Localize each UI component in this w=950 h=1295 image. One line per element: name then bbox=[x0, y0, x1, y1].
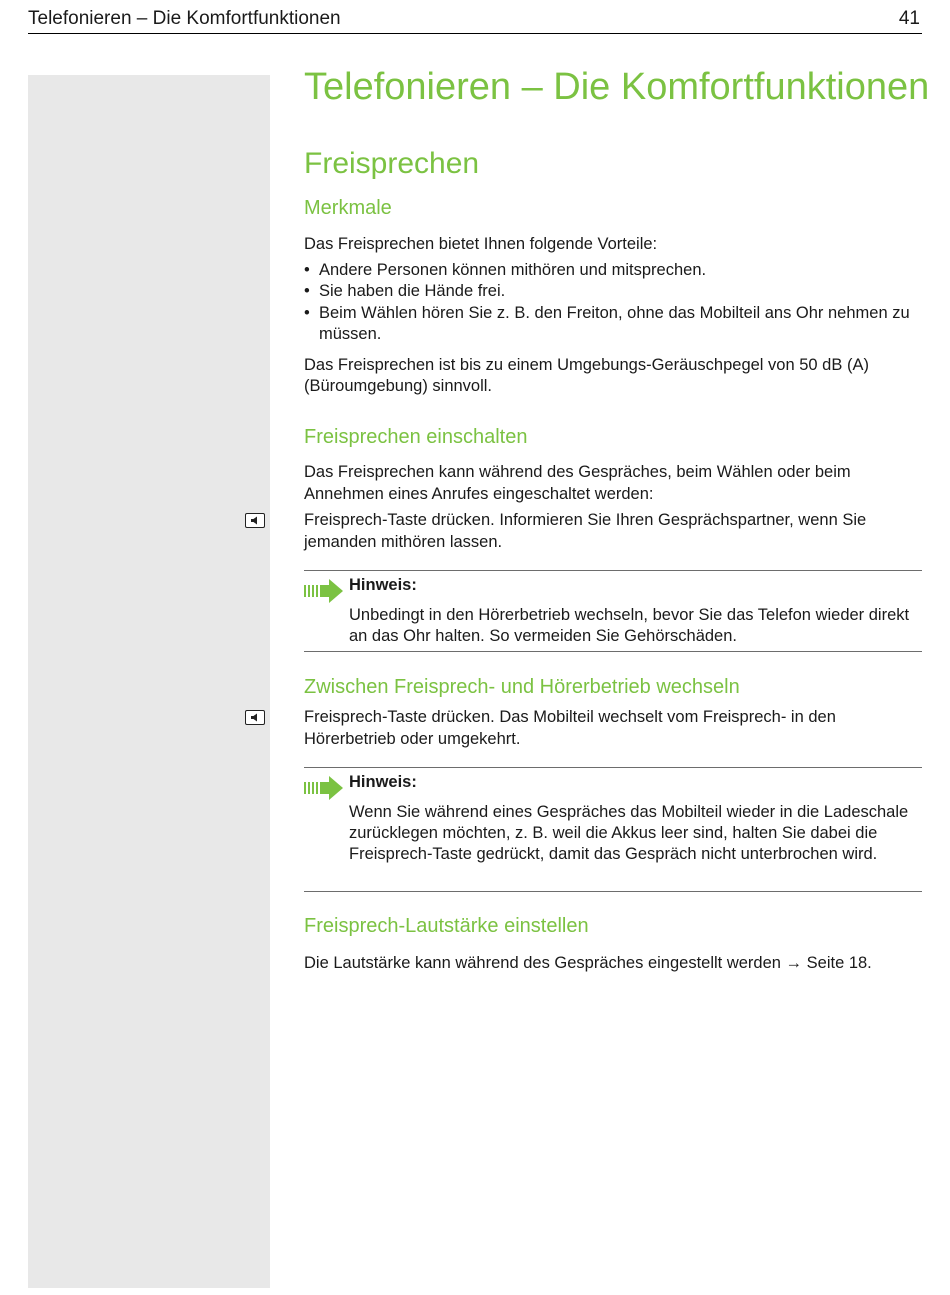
merkmale-note: Das Freisprechen ist bis zu einem Umgebungs-Geräuschpegel von 50 dB (A) (Büroumgebung) sinnvoll. bbox=[304, 355, 869, 395]
einschalten-intro: Das Freisprechen kann während des Gespräches, beim Wählen oder beim Annehmen eines Anrufes eingeschaltet werden: bbox=[304, 463, 851, 503]
bullet-symbol: • bbox=[304, 303, 310, 322]
page-reference-arrow: → bbox=[785, 954, 803, 972]
subsection-title-lautstaerke: Freisprech-Lautstärke einstellen bbox=[304, 915, 589, 937]
hint-text: Wenn Sie während eines Gespräches das Mobilteil wieder in die Ladeschale zurücklegen möchten, z. B. weil die Akkus leer sind, halten Sie dabei die Freisprech-Taste gedrückt, damit das Gespräch nicht unterbrochen wird. bbox=[349, 803, 909, 863]
lautstaerke-text-before: Die Lautstärke kann während des Gespräches eingestellt werden bbox=[304, 954, 781, 972]
bullet-symbol: • bbox=[304, 260, 310, 279]
bullet-symbol: • bbox=[304, 282, 310, 300]
hint-box-einschalten bbox=[304, 570, 922, 652]
merkmale-intro: Das Freisprechen bietet Ihnen folgende Vorteile: bbox=[304, 235, 658, 253]
merkmale-block bbox=[304, 234, 922, 398]
subsection-title-wechseln: Zwischen Freisprech- und Hörerbetrieb wechseln bbox=[304, 676, 740, 698]
speaker-key-icon bbox=[245, 513, 265, 528]
page-number: 41 bbox=[898, 8, 920, 29]
hint-text: Unbedingt in den Hörerbetrieb wechseln, bevor Sie das Telefon wieder direkt an das Ohr halten. So vermeiden Sie Gehörschäden. bbox=[349, 606, 910, 645]
margin-column bbox=[28, 75, 270, 1288]
hint-title: Hinweis: bbox=[349, 773, 417, 791]
merkmale-bullet-list bbox=[304, 260, 922, 346]
hint-arrow-icon bbox=[304, 579, 344, 603]
list-item bbox=[304, 303, 922, 346]
lautstaerke-text bbox=[304, 953, 922, 975]
running-header-title: Telefonieren – Die Komfortfunktionen bbox=[28, 8, 341, 29]
einschalten-step: Freisprech-Taste drücken. Informieren Sie Ihren Gesprächspartner, wenn Sie jemanden mithören lassen. bbox=[304, 511, 867, 551]
speaker-key-icon bbox=[245, 710, 265, 725]
list-item bbox=[304, 260, 922, 282]
wechseln-step: Freisprech-Taste drücken. Das Mobilteil wechselt vom Freisprech- in den Hörerbetrieb oder umgekehrt. bbox=[304, 708, 836, 748]
list-item-text: Beim Wählen hören Sie z. B. den Freiton, ohne das Mobilteil ans Ohr nehmen zu müssen. bbox=[319, 303, 910, 343]
list-item bbox=[304, 281, 922, 303]
chapter-title: Telefonieren – Die Komfortfunktionen bbox=[304, 66, 930, 108]
running-header bbox=[28, 6, 922, 34]
list-item-text: Sie haben die Hände frei. bbox=[319, 282, 506, 300]
section-title: Freisprechen bbox=[304, 147, 480, 180]
page-reference-link[interactable]: Seite 18. bbox=[806, 954, 872, 972]
list-item-text: Andere Personen können mithören und mitsprechen. bbox=[319, 260, 707, 279]
subsection-title-merkmale: Merkmale bbox=[304, 197, 392, 219]
hint-box-wechseln bbox=[304, 767, 922, 892]
hint-arrow-icon bbox=[304, 776, 344, 800]
subsection-title-einschalten: Freisprechen einschalten bbox=[304, 426, 528, 448]
hint-title: Hinweis: bbox=[349, 576, 417, 594]
